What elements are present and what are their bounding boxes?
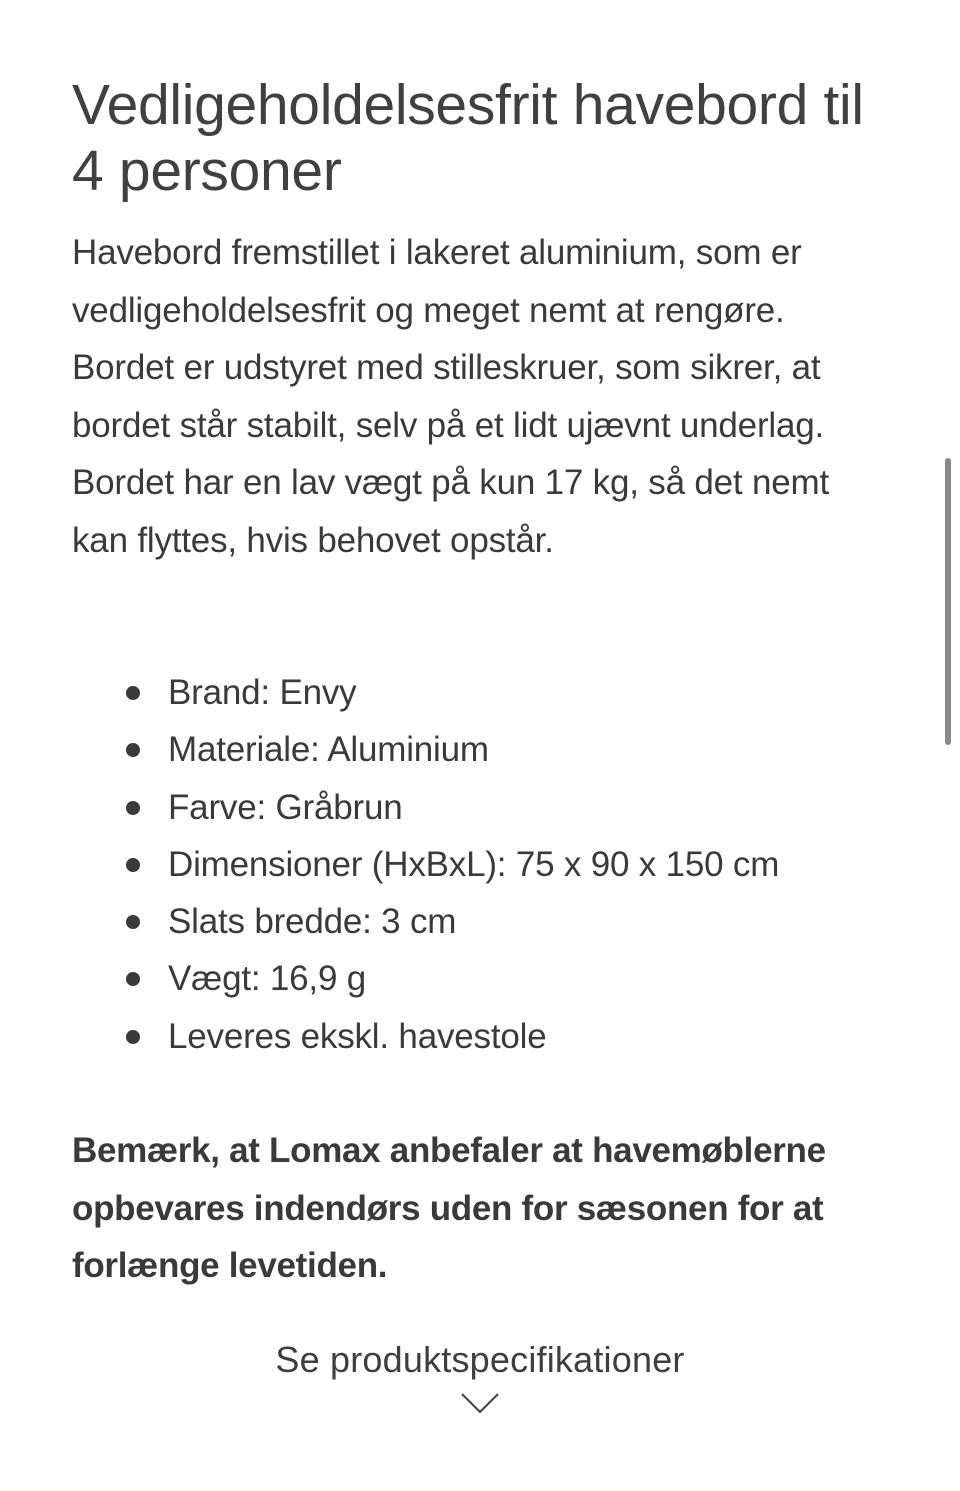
bullet-icon: [126, 743, 140, 757]
description-paragraph: Bordet har en lav vægt på kun 17 kg, så det nemt kan flyttes, hvis behovet opstår.: [72, 463, 829, 560]
feature-item: [168, 721, 888, 778]
vertical-scrollbar[interactable]: [945, 458, 951, 745]
feature-text: Vægt: 16,9 g: [168, 959, 367, 999]
bullet-icon: [126, 1030, 140, 1044]
product-title: Vedligeholdelsesfrit havebord til 4 personer: [72, 73, 864, 203]
bullet-icon: [126, 972, 140, 986]
feature-item: [168, 893, 888, 950]
feature-item: [168, 836, 888, 893]
feature-text: Slats bredde: 3 cm: [168, 902, 457, 942]
bullet-icon: [126, 915, 140, 929]
feature-text: Leveres ekskl. havestole: [168, 1016, 547, 1056]
product-description: [72, 224, 892, 569]
bullet-icon: [126, 858, 140, 872]
feature-text: Dimensioner (HxBxL): 75 x 90 x 150 cm: [168, 844, 780, 884]
feature-text: Brand: Envy: [168, 673, 357, 712]
feature-list: [168, 664, 888, 1065]
feature-item: [168, 779, 888, 836]
feature-text: Materiale: Aluminium: [168, 730, 489, 770]
care-note: Bemærk, at Lomax anbefaler at havemøblerne opbevares indendørs uden for sæsonen for at forlænge levetiden.: [72, 1131, 826, 1285]
description-paragraph: Havebord fremstillet i lakeret aluminium, som er vedligeholdelsesfrit og meget nemt at rengøre. Bordet er udstyret med stilleskruer, som sikrer, at bordet står stabilt, selv på et lidt ujævnt underlag.: [72, 233, 825, 445]
feature-item: [168, 1008, 888, 1065]
bullet-icon: [126, 801, 140, 815]
show-specifications-label: Se produktspecifikationer: [275, 1339, 685, 1380]
feature-item: [168, 664, 888, 721]
bullet-icon: [126, 686, 140, 700]
feature-item: [168, 950, 888, 1007]
feature-text: Farve: Gråbrun: [168, 787, 403, 827]
show-specifications-button[interactable]: [0, 1333, 960, 1415]
chevron-down-icon: [460, 1391, 500, 1415]
